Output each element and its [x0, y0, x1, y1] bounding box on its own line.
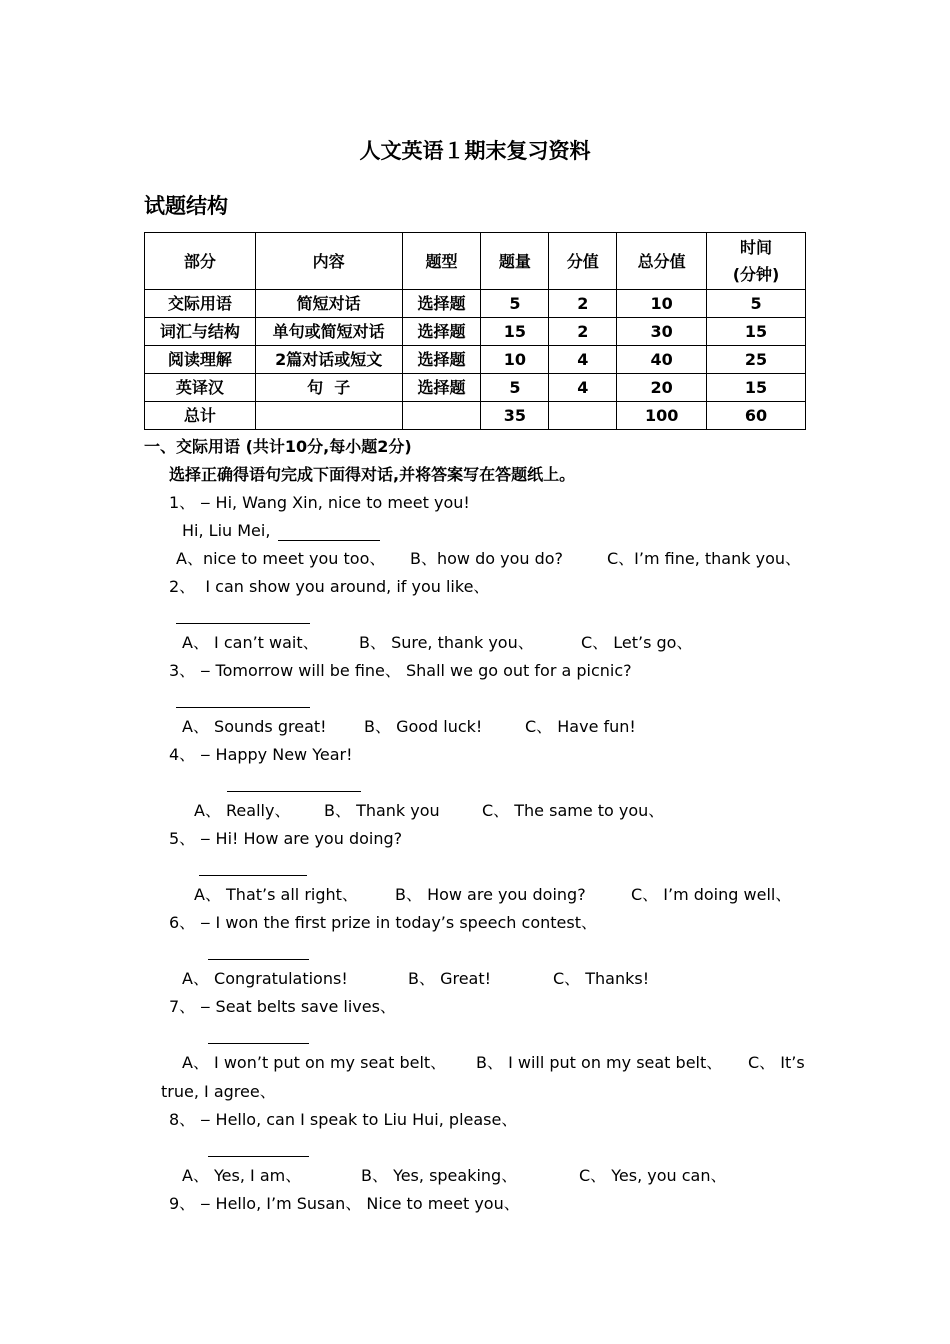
table-cell: 句 子: [255, 374, 402, 402]
q7-answer-blank: [208, 1043, 309, 1044]
header-time-unit: (分钟): [732, 265, 780, 284]
header-time: [707, 233, 806, 290]
q1-answer-blank: [278, 540, 380, 541]
table-cell: 5: [481, 290, 549, 318]
table-cell: 总计: [145, 402, 256, 430]
q8-stem: 8、 ‒ Hello, can I speak to Liu Hui, please、: [169, 1110, 518, 1129]
table-cell: 英译汉: [145, 374, 256, 402]
table-cell: 25: [707, 346, 806, 374]
table-cell: 60: [707, 402, 806, 430]
q5-stem: 5、 ‒ Hi! How are you doing?: [169, 829, 403, 848]
q3-answer-blank: [176, 707, 310, 708]
q2-option-a: A、 I can’t wait、: [182, 633, 319, 652]
q7-option-c-continued: true, I agree、: [161, 1082, 276, 1101]
table-cell: 10: [617, 290, 707, 318]
q5-option-c: C、 I’m doing well、: [631, 885, 792, 904]
table-cell: 词汇与结构: [145, 318, 256, 346]
table-cell: 2篇对话或短文: [255, 346, 402, 374]
header-part: 部分: [145, 233, 256, 290]
q4-stem: 4、 ‒ Happy New Year!: [169, 745, 353, 764]
table-cell: 选择题: [402, 374, 481, 402]
q5-option-b: B、 How are you doing?: [395, 885, 586, 904]
table-row: [145, 290, 806, 318]
header-content: 内容: [255, 233, 402, 290]
q8-option-a: A、 Yes, I am、: [182, 1166, 302, 1185]
table-total-row: [145, 402, 806, 430]
q7-stem: 7、 ‒ Seat belts save lives、: [169, 997, 396, 1016]
q2-option-b: B、 Sure, thank you、: [359, 633, 534, 652]
q7-option-a: A、 I won’t put on my seat belt、: [182, 1053, 447, 1072]
part1-instruction: 选择正确得语句完成下面得对话,并将答案写在答题纸上。: [169, 465, 576, 484]
table-cell: 100: [617, 402, 707, 430]
header-time-label: 时间: [740, 238, 773, 257]
table-cell: 15: [481, 318, 549, 346]
q4-option-a: A、 Really、: [194, 801, 291, 820]
part1-heading: 一、交际用语 (共计10分,每小题2分): [144, 437, 412, 456]
q6-answer-blank: [208, 959, 309, 960]
q2-option-c: C、 Let’s go、: [581, 633, 693, 652]
table-cell: 5: [481, 374, 549, 402]
table-cell: 2: [549, 290, 617, 318]
table-cell: 2: [549, 318, 617, 346]
q9-stem: 9、 ‒ Hello, I’m Susan、 Nice to meet you、: [169, 1194, 520, 1213]
header-score: 分值: [549, 233, 617, 290]
table-header-row: [145, 233, 806, 290]
q8-option-c: C、 Yes, you can、: [579, 1166, 727, 1185]
q3-option-c: C、 Have fun!: [525, 717, 636, 736]
table-cell: 简短对话: [255, 290, 402, 318]
header-count: 题量: [481, 233, 549, 290]
table-cell: 阅读理解: [145, 346, 256, 374]
q1-option-a: A、nice to meet you too、: [176, 549, 386, 568]
q1-reply: Hi, Liu Mei,: [182, 521, 276, 540]
q4-answer-blank: [227, 791, 361, 792]
section-title: 试题结构: [144, 194, 228, 218]
table-cell: 交际用语: [145, 290, 256, 318]
table-cell: [549, 402, 617, 430]
q6-stem: 6、 ‒ I won the first prize in today’s speech contest、: [169, 913, 597, 932]
table-cell: 选择题: [402, 318, 481, 346]
table-cell: 选择题: [402, 346, 481, 374]
q2-answer-blank: [176, 623, 310, 624]
q5-answer-blank: [199, 875, 307, 876]
header-type: 题型: [402, 233, 481, 290]
q1-option-b: B、how do you do?: [410, 549, 564, 568]
table-cell: 5: [707, 290, 806, 318]
table-cell: 4: [549, 346, 617, 374]
table-cell: [402, 402, 481, 430]
q3-stem: 3、 ‒ Tomorrow will be fine、 Shall we go out for a picnic?: [169, 661, 632, 680]
q3-option-a: A、 Sounds great!: [182, 717, 327, 736]
q5-option-a: A、 That’s all right、: [194, 885, 358, 904]
q4-option-c: C、 The same to you、: [482, 801, 665, 820]
q2-stem: 2、 I can show you around, if you like、: [169, 577, 490, 596]
table-cell: 15: [707, 374, 806, 402]
table-row: [145, 374, 806, 402]
table-cell: 40: [617, 346, 707, 374]
q6-option-c: C、 Thanks!: [553, 969, 650, 988]
q1-stem: 1、 ‒ Hi, Wang Xin, nice to meet you!: [169, 493, 470, 512]
q7-option-c: C、 It’s: [748, 1053, 805, 1072]
q8-answer-blank: [208, 1156, 309, 1157]
table-cell: 30: [617, 318, 707, 346]
table-cell: 15: [707, 318, 806, 346]
table-cell: 4: [549, 374, 617, 402]
table-row: [145, 318, 806, 346]
exam-structure-table: [144, 232, 806, 430]
table-cell: 选择题: [402, 290, 481, 318]
table-cell: [255, 402, 402, 430]
q6-option-b: B、 Great!: [408, 969, 492, 988]
q3-option-b: B、 Good luck!: [364, 717, 483, 736]
q1-option-c: C、I’m fine, thank you、: [607, 549, 801, 568]
header-total: 总分值: [617, 233, 707, 290]
q6-option-a: A、 Congratulations!: [182, 969, 348, 988]
q7-option-b: B、 I will put on my seat belt、: [476, 1053, 723, 1072]
table-cell: 10: [481, 346, 549, 374]
table-cell: 单句或简短对话: [255, 318, 402, 346]
q8-option-b: B、 Yes, speaking、: [361, 1166, 518, 1185]
table-cell: 35: [481, 402, 549, 430]
table-cell: 20: [617, 374, 707, 402]
q4-option-b: B、 Thank you: [324, 801, 440, 820]
document-title: 人文英语１期末复习资料: [359, 139, 591, 163]
table-row: [145, 346, 806, 374]
